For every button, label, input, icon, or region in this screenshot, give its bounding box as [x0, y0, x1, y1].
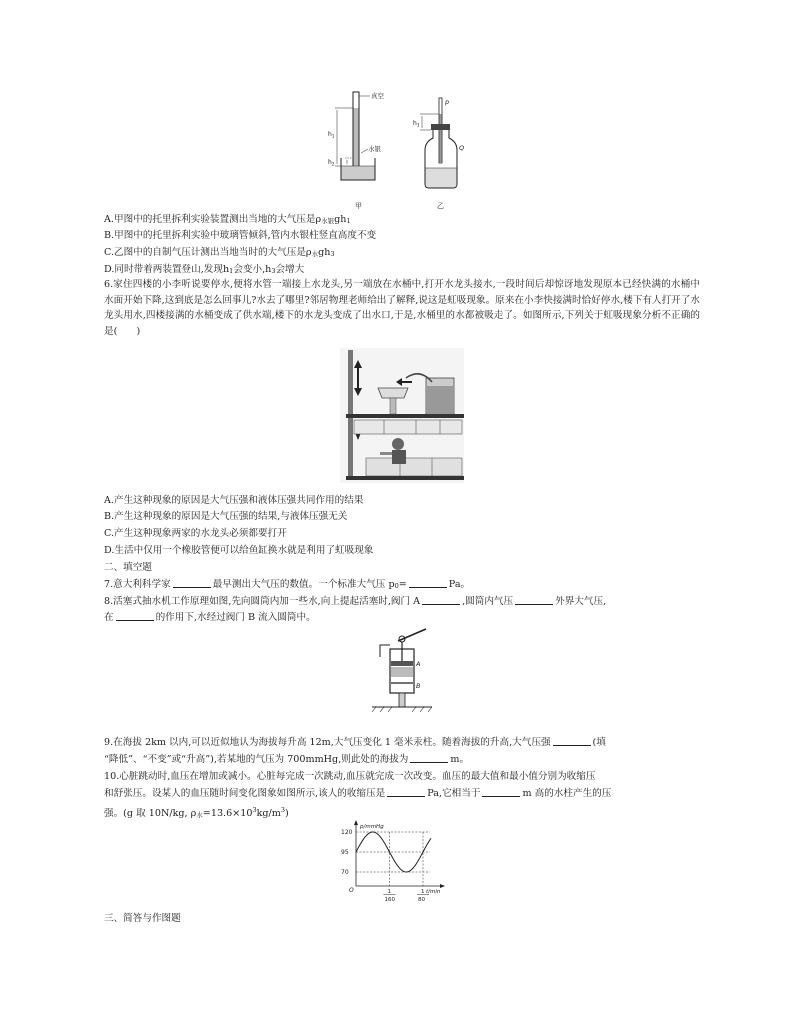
q6-option-a: A.产生这种现象的原因是大气压强和液体压强共同作用的结果 [104, 495, 364, 506]
lower-counter [366, 458, 462, 476]
bottle-stopper [431, 124, 450, 130]
q6-option-b: B.产生这种现象的原因是大气压强的结果,与液体压强无关 [104, 511, 348, 522]
figure-torricelli-barometer [325, 88, 485, 213]
label-h1: $h_1$ [328, 131, 335, 139]
q10-line-2: 和舒张压。设某人的血压随时间变化图象如图所示,该人的收缩压是 Pa,它相当于 m 高的水柱产生的压 [104, 788, 612, 799]
q5-option-b: B.甲图中的托里拆利实验中玻璃管倾斜,管内水银柱竖直高度不变 [104, 230, 377, 241]
q5-option-a: A.甲图中的托里拆利实验装置测出当地的大气压是ρ水银gh1 [104, 214, 351, 225]
q10-blank-1[interactable] [387, 787, 425, 797]
section-3-title: 三、简答与作图题 [104, 913, 181, 924]
upper-sink [378, 388, 408, 398]
q9-blank-1[interactable] [553, 736, 591, 746]
caption-jia: 甲 [355, 202, 362, 210]
label-h3: $h_3$ [413, 120, 420, 128]
y-tick-label: 70 [341, 869, 349, 876]
q7-text: 7.意大利科学家 最早测出大气压的数值。一个标准大气压 p0= Pa。 [104, 579, 471, 590]
origin-label: O [349, 887, 354, 894]
q7-blank-1[interactable] [173, 578, 211, 588]
label-mercury: 水银 [368, 145, 381, 153]
label-p: p [445, 98, 450, 106]
x-tick-numerator: 1 [387, 889, 391, 895]
figure-piston-pump [368, 627, 438, 717]
q10-line-1: 10.心脏跳动时,血压在增加或减小。心脏每完成一次跳动,血压就完成一次改变。血压的最大值和最小值分别为收缩压 [104, 771, 596, 782]
q5-option-c: C.乙图中的自制气压计测出当地当时的大气压是ρ水gh3 [104, 247, 335, 258]
person-figure [392, 438, 404, 450]
label-h2: $h_2$ [328, 159, 335, 167]
caption-yi: 乙 [437, 202, 444, 210]
label-q: Q [459, 144, 465, 152]
y-axis-label: p/mmHg [360, 824, 384, 830]
q9-line-2: “降低”、“不变”或“升高”),若某地的气压为 700mmHg,则此处的海拔为 m。 [104, 754, 470, 765]
q8-line-1: 8.活塞式抽水机工作原理如图,先向圆筒内加一些水,向上提起活塞时,阀门 A ,圆筒内气压 外界大气压, [104, 596, 607, 607]
pump-piston [391, 661, 413, 666]
q5-option-d: D.同时带着两装置登山,发现h1会变小,h3会增大 [104, 264, 305, 275]
y-tick-label: 120 [341, 829, 353, 836]
x-tick-denominator: 80 [418, 897, 425, 903]
y-tick-label: 95 [341, 849, 349, 856]
blood-pressure-chart [338, 820, 448, 905]
label-valve-a: A [416, 660, 421, 668]
label-vacuum: 真空 [371, 92, 384, 100]
mercury-column [354, 108, 359, 172]
q7-blank-2[interactable] [409, 578, 447, 588]
label-valve-b: B [416, 682, 421, 690]
q8-blank-1[interactable] [422, 595, 460, 605]
figure-siphon [340, 348, 464, 483]
q6-option-c: C.产生这种现象两家的水龙头必须都要打开 [104, 528, 287, 539]
q6-stem: 6.家住四楼的小李听说要停水,便将水管一端接上水龙头,另一端放在水桶中,打开水龙头接水,一段时间后却惊讶地发现原本已经快满的水桶中水面开始下降,这到底是怎么回事儿?水去了哪里?邻居物理老师给出了解释,说这是虹吸现象。原来在小李快接满时恰好停水,楼下有人打开了水龙头用水,四楼接满的水桶变成了供水端,楼下的水龙头变成了出水口,于是,水桶里的水都被吸走了。如图所示,下列关于虹吸现象分析不正确的是( ) [104, 279, 700, 337]
x-tick-denominator: 160 [384, 897, 395, 903]
q8-line-2: 在 的作用下,水经过阀门 B 流入圆筒中。 [104, 612, 316, 623]
q9-line-1: 9.在海拔 2km 以内,可以近似地认为海拔每升高 12m,大气压变化 1 毫米汞柱。随着海拔的升高,大气压强 (填 [104, 737, 606, 748]
q10-blank-2[interactable] [482, 787, 520, 797]
upper-floor-slab [346, 414, 464, 418]
section-2-title: 二、填空题 [104, 562, 152, 573]
q8-blank-3[interactable] [116, 611, 154, 621]
upper-cabinets [354, 420, 462, 434]
q8-blank-2[interactable] [515, 595, 553, 605]
pump-handle [398, 629, 426, 641]
q6-option-d: D.生活中仅用一个橡胶管便可以给鱼缸换水就是利用了虹吸现象 [104, 545, 374, 556]
x-axis-label: t/min [426, 889, 441, 895]
x-tick-numerator: 1 [421, 889, 425, 895]
q10-line-3: 强。(g 取 10N/kg, ρ水$=13.6\times 10^3kg/m^3$) [104, 806, 289, 819]
q9-blank-2[interactable] [410, 753, 448, 763]
